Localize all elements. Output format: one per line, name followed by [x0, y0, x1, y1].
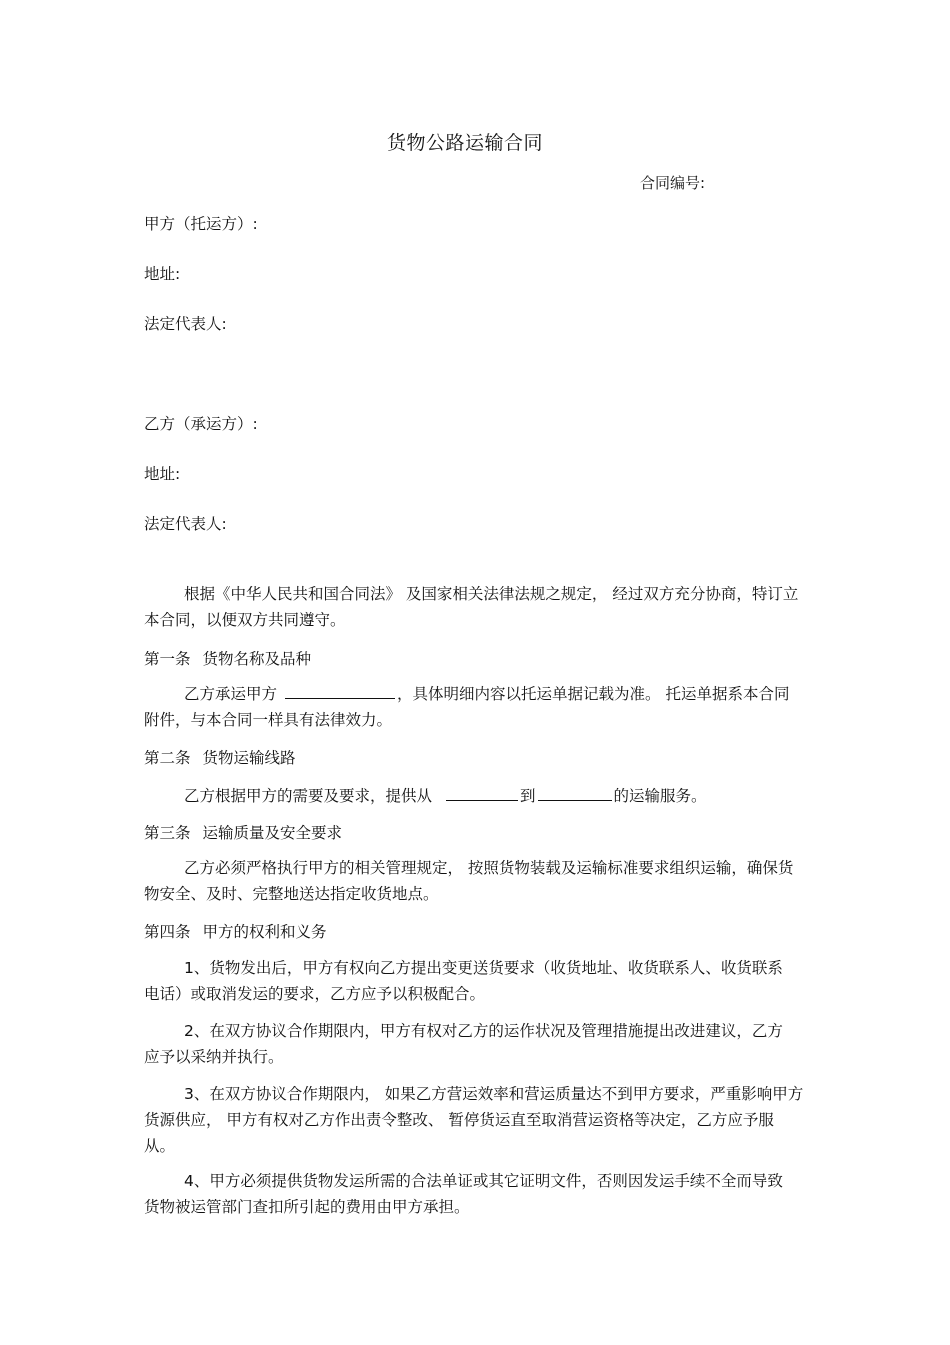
article-2-heading: [144, 746, 296, 768]
party-b-representative-label: 法定代表人:: [144, 515, 227, 533]
article-1-title: 货物名称及品种: [202, 650, 312, 668]
origin-blank: [446, 786, 518, 801]
article-2-title: 货物运输线路: [202, 749, 296, 767]
destination-blank: [538, 786, 612, 801]
article-3-paragraph: 乙方必须严格执行甲方的相关管理规定， 按照货物装载及运输标准要求组织运输，确保货物安全、及时、完整地送达指定收货地点。: [144, 859, 794, 903]
article-4-item-4: 4、甲方必须提供货物发运所需的合法单证或其它证明文件，否则因发运手续不全而导致货物被运管部门查扣所引起的费用由甲方承担。: [144, 1172, 783, 1216]
article-3-heading: [144, 821, 342, 843]
contract-number-label: 合同编号:: [640, 174, 706, 192]
article-4-title: 甲方的权利和义务: [202, 923, 327, 941]
article-1-paragraph: [144, 681, 804, 733]
article-3-number: 第三条: [144, 824, 191, 842]
article-3-title: 运输质量及安全要求: [202, 824, 343, 842]
article-1-heading: [144, 647, 311, 669]
intro-paragraph: 根据《中华人民共和国合同法》 及国家相关法律法规之规定， 经过双方充分协商，特订立本合同，以便双方共同遵守。: [144, 585, 799, 629]
article-4-item-2: 2、在双方协议合作期限内，甲方有权对乙方的运作状况及管理措施提出改进建议，乙方应予以采纳并执行。: [144, 1022, 783, 1066]
article-4-heading: [144, 920, 327, 942]
article-4-number: 第四条: [144, 923, 191, 941]
article-2-paragraph: [144, 783, 804, 809]
article-1-text-after: ，具体明细内容以托运单据记载为准。 托运单据系本合同附件，与本合同一样具有法律效力。: [144, 685, 790, 729]
article-2-number: 第二条: [144, 749, 191, 767]
article-1-number: 第一条: [144, 650, 191, 668]
party-a-representative-label: 法定代表人:: [144, 315, 227, 333]
party-b-label: 乙方（承运方）:: [144, 415, 258, 433]
party-b-address-label: 地址:: [144, 465, 181, 483]
cargo-name-blank: [285, 684, 395, 699]
article-2-text-before: 乙方根据甲方的需要及要求，提供从: [184, 787, 433, 805]
party-a-label: 甲方（托运方）:: [144, 215, 258, 233]
article-2-text-after: 的运输服务。: [613, 787, 707, 805]
party-a-address-label: 地址:: [144, 265, 181, 283]
article-2-text-mid: 到: [520, 787, 536, 805]
article-4-item-3: 3、在双方协议合作期限内， 如果乙方营运效率和营运质量达不到甲方要求，严重影响甲方货源供应， 甲方有权对乙方作出责令整改、 暂停货运直至取消营运资格等决定，乙方应予服从。: [144, 1085, 804, 1155]
document-title: 货物公路运输合同: [386, 132, 543, 154]
article-1-text-before: 乙方承运甲方: [184, 685, 278, 703]
article-4-item-1: 1、货物发出后，甲方有权向乙方提出变更送货要求（收货地址、收货联系人、收货联系电话）或取消发运的要求，乙方应予以积极配合。: [144, 959, 783, 1003]
